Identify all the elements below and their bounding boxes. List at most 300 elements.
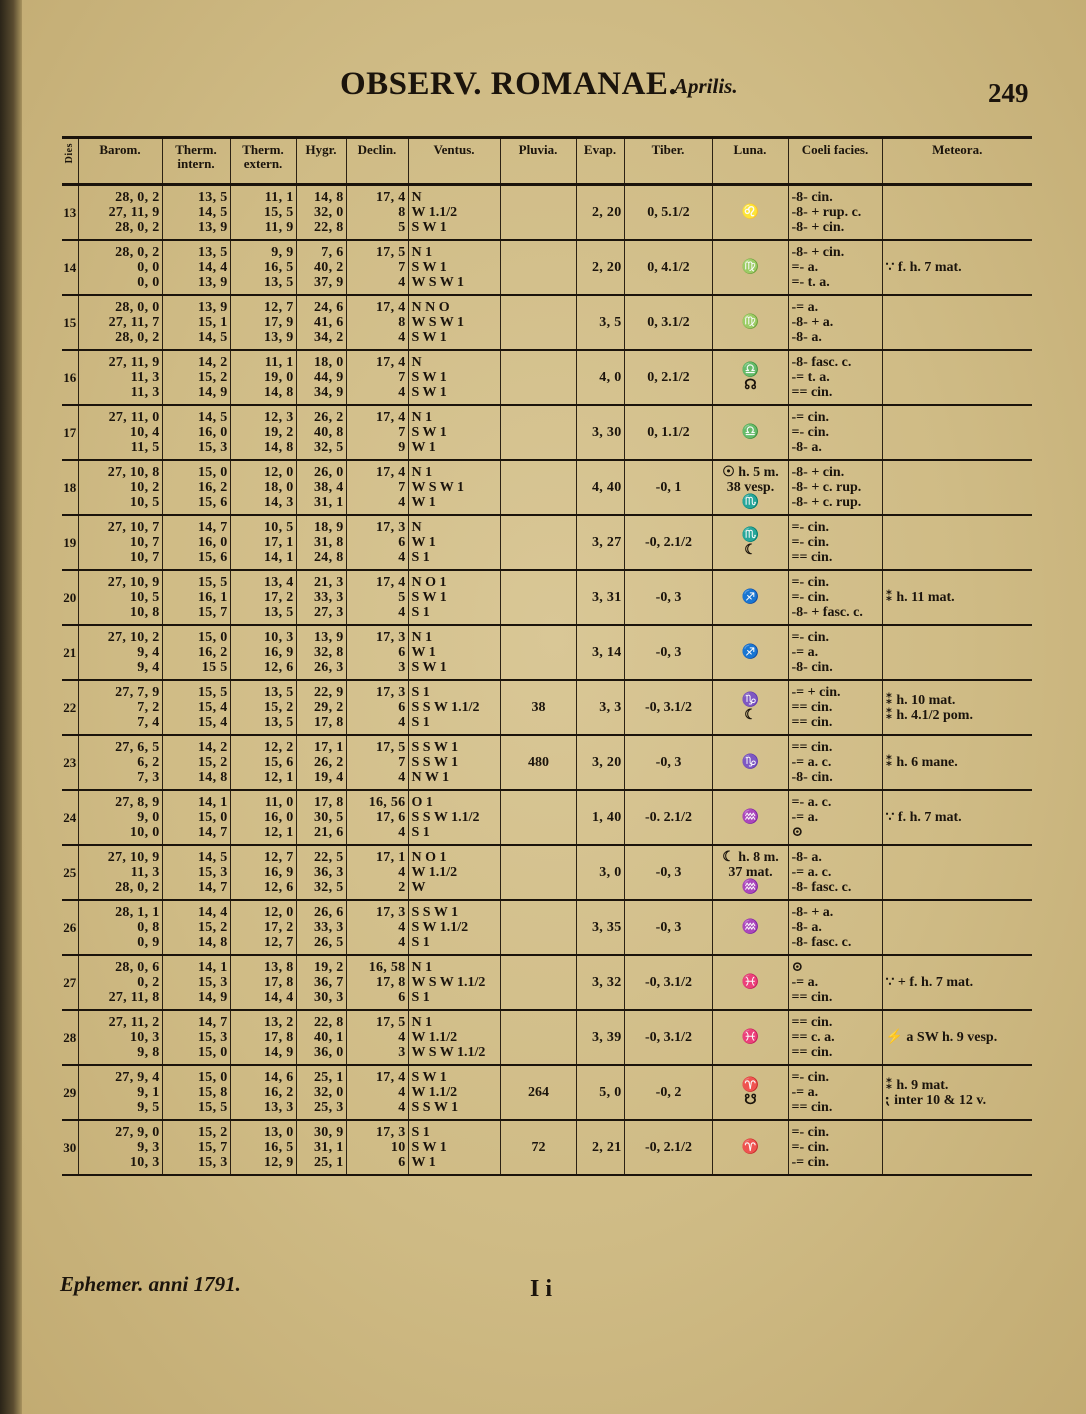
- table-row: [62, 570, 1032, 625]
- barom-cell: [78, 900, 162, 955]
- therm-intern-cell: [162, 185, 230, 241]
- tiber-cell-line: -0, 3: [655, 865, 682, 880]
- table-row: [62, 1120, 1032, 1175]
- meteora-cell-line: [886, 535, 1031, 550]
- barom-cell-line: 10, 3: [130, 1030, 160, 1045]
- hygr-cell-line: 25, 3: [314, 1100, 344, 1115]
- day-cell-line: 28: [63, 1030, 77, 1045]
- therm-intern-cell-line: 14, 1: [198, 960, 228, 975]
- tiber-cell: [624, 735, 712, 790]
- column-header-dies: [62, 138, 78, 185]
- hygr-cell-line: 36, 7: [314, 975, 344, 990]
- luna-cell: [712, 295, 788, 350]
- ventus-cell-line: N 1: [411, 410, 433, 425]
- declin-cell-line: 16, 56: [368, 795, 406, 810]
- therm-extern-cell-line: 14, 1: [264, 550, 294, 565]
- declin-cell-line: 10: [390, 1140, 406, 1155]
- evap-cell-line: 3, 27: [592, 535, 622, 550]
- therm-extern-cell-line: 13, 9: [264, 330, 294, 345]
- evap-cell-line: 3, 3: [599, 700, 622, 715]
- meteora-cell-line: ⁑ h. 6 mane.: [885, 755, 958, 770]
- declin-cell-line: 17, 4: [376, 410, 406, 425]
- hygr-cell-line: 32, 8: [314, 645, 344, 660]
- luna-cell-line: ♏: [741, 495, 760, 510]
- therm-extern-cell: [230, 570, 296, 625]
- ventus-cell-line: S 1: [411, 990, 430, 1005]
- therm-extern-cell-line: 12, 7: [264, 935, 294, 950]
- ventus-cell-line: O 1: [411, 795, 433, 810]
- ventus-cell-line: N 1: [411, 465, 433, 480]
- therm-extern-cell-line: 16, 0: [264, 810, 294, 825]
- declin-cell-line: 4: [398, 865, 406, 880]
- column-header-ventus: Ventus.: [408, 138, 500, 185]
- hygr-cell: [296, 1120, 346, 1175]
- therm-intern-cell-line: 13, 9: [198, 275, 228, 290]
- table-row: [62, 680, 1032, 735]
- declin-cell-line: 17, 4: [376, 355, 406, 370]
- barom-cell: [78, 625, 162, 680]
- barom-cell: [78, 515, 162, 570]
- declin-cell-line: 3: [398, 660, 406, 675]
- therm-intern-cell-line: 15, 0: [198, 810, 228, 825]
- coeli-facies-cell: [788, 625, 882, 680]
- coeli-facies-cell-line: -= t. a.: [791, 370, 830, 385]
- coeli-facies-cell-line: -8- + a.: [791, 905, 834, 920]
- therm-extern-cell-line: 14, 8: [264, 440, 294, 455]
- ventus-cell: [408, 625, 500, 680]
- barom-cell-line: 10, 8: [130, 605, 160, 620]
- coeli-facies-cell-line: -= a.: [791, 975, 819, 990]
- declin-cell-line: 4: [398, 275, 406, 290]
- column-header-dies-label: Dies: [64, 143, 75, 164]
- evap-cell-line: 3, 20: [592, 755, 622, 770]
- coeli-facies-cell-line: -= a.: [791, 300, 819, 315]
- hygr-cell: [296, 295, 346, 350]
- coeli-facies-cell: [788, 405, 882, 460]
- pluvia-cell-line: [504, 535, 574, 550]
- barom-cell-line: 28, 0, 2: [115, 190, 160, 205]
- evap-cell-line: 3, 5: [599, 315, 622, 330]
- ventus-cell-line: S 1: [411, 1125, 430, 1140]
- ventus-cell-line: S W 1: [411, 1070, 447, 1085]
- meteora-cell-line: ∵ + f. h. 7 mat.: [885, 975, 974, 990]
- therm-intern-cell-line: 13, 9: [198, 300, 228, 315]
- pluvia-cell: [500, 955, 576, 1010]
- hygr-cell-line: 36, 0: [314, 1045, 344, 1060]
- declin-cell: [346, 790, 408, 845]
- coeli-facies-cell-line: -8- cin.: [791, 190, 833, 205]
- meteora-cell-line: [886, 425, 1031, 440]
- coeli-facies-cell-line: -= + cin.: [791, 685, 841, 700]
- coeli-facies-cell-line: -= cin.: [791, 410, 830, 425]
- day-cell-line: 15: [63, 315, 77, 330]
- meteora-cell-line: ⁑ h. 11 mat.: [885, 590, 955, 605]
- ventus-cell-line: N: [411, 190, 422, 205]
- ventus-cell-line: S W 1: [411, 220, 447, 235]
- pluvia-cell: [500, 350, 576, 405]
- tiber-cell: [624, 1065, 712, 1120]
- therm-intern-cell: [162, 515, 230, 570]
- therm-extern-cell-line: 16, 9: [264, 645, 294, 660]
- hygr-cell: [296, 350, 346, 405]
- luna-cell-line: ♍: [741, 315, 760, 330]
- coeli-facies-cell-line: -8- a.: [791, 920, 822, 935]
- therm-extern-cell-line: 19, 0: [264, 370, 294, 385]
- therm-extern-cell-line: 16, 9: [264, 865, 294, 880]
- therm-extern-cell: [230, 680, 296, 735]
- hygr-cell-line: 25, 1: [314, 1070, 344, 1085]
- day-cell: [62, 515, 78, 570]
- day-cell-line: 16: [63, 370, 77, 385]
- barom-cell-line: 27, 11, 0: [108, 410, 160, 425]
- hygr-cell: [296, 735, 346, 790]
- barom-cell-line: 0, 2: [137, 975, 160, 990]
- therm-extern-cell-line: 12, 3: [264, 410, 294, 425]
- hygr-cell-line: 21, 3: [314, 575, 344, 590]
- table-row: [62, 185, 1032, 241]
- coeli-facies-cell-line: -8- a.: [791, 440, 822, 455]
- coeli-facies-cell-line: -= a.: [791, 645, 819, 660]
- coeli-facies-cell-line: -= a. c.: [791, 755, 832, 770]
- ventus-cell: [408, 1065, 500, 1120]
- hygr-cell-line: 26, 0: [314, 465, 344, 480]
- meteora-cell-line: [886, 315, 1031, 330]
- therm-extern-cell-line: 15, 2: [264, 700, 294, 715]
- therm-extern-cell: [230, 625, 296, 680]
- therm-intern-cell-line: 16, 2: [198, 480, 228, 495]
- evap-cell-line: 3, 14: [592, 645, 622, 660]
- evap-cell: [576, 185, 624, 241]
- meteora-cell: [882, 900, 1032, 955]
- barom-cell-line: 11, 3: [130, 865, 160, 880]
- day-cell: [62, 1010, 78, 1065]
- declin-cell-line: 17, 3: [376, 905, 406, 920]
- pluvia-cell-line: [504, 260, 574, 275]
- pluvia-cell: [500, 570, 576, 625]
- therm-extern-cell-line: 10, 3: [264, 630, 294, 645]
- tiber-cell: [624, 790, 712, 845]
- ventus-cell-line: S W 1: [411, 330, 447, 345]
- pluvia-cell: [500, 1120, 576, 1175]
- meteora-cell: [882, 955, 1032, 1010]
- hygr-cell-line: 37, 9: [314, 275, 344, 290]
- declin-cell: [346, 900, 408, 955]
- hygr-cell-line: 17, 8: [314, 715, 344, 730]
- meteora-cell-line: [886, 865, 1031, 880]
- tiber-cell: [624, 185, 712, 241]
- declin-cell: [346, 350, 408, 405]
- declin-cell-line: 17, 3: [376, 630, 406, 645]
- declin-cell-line: 4: [398, 550, 406, 565]
- evap-cell: [576, 240, 624, 295]
- evap-cell-line: 1, 40: [592, 810, 622, 825]
- declin-cell-line: 16, 58: [368, 960, 406, 975]
- table-header-row: [62, 138, 1032, 185]
- tiber-cell-line: -0, 3.1/2: [644, 1030, 693, 1045]
- coeli-facies-cell: [788, 240, 882, 295]
- hygr-cell-line: 30, 3: [314, 990, 344, 1005]
- hygr-cell-line: 27, 3: [314, 605, 344, 620]
- ventus-cell-line: W 1.1/2: [411, 865, 458, 880]
- therm-extern-cell-line: 13, 5: [264, 685, 294, 700]
- ventus-cell-line: W 1: [411, 645, 436, 660]
- tiber-cell-line: -0, 2.1/2: [644, 535, 693, 550]
- ventus-cell: [408, 295, 500, 350]
- evap-cell-line: 3, 35: [592, 920, 622, 935]
- ventus-cell-line: S S W 1: [411, 905, 459, 920]
- declin-cell: [346, 240, 408, 295]
- hygr-cell-line: 30, 9: [314, 1125, 344, 1140]
- declin-cell: [346, 735, 408, 790]
- evap-cell-line: 3, 30: [592, 425, 622, 440]
- barom-cell-line: 28, 0, 2: [115, 220, 160, 235]
- day-cell-line: 14: [63, 260, 77, 275]
- day-cell-line: 23: [63, 755, 77, 770]
- tiber-cell-line: -0, 1: [655, 480, 682, 495]
- therm-extern-cell-line: 13, 0: [264, 1125, 294, 1140]
- coeli-facies-cell-line: -8- + cin.: [791, 245, 845, 260]
- coeli-facies-cell: [788, 680, 882, 735]
- hygr-cell-line: 34, 9: [314, 385, 344, 400]
- therm-intern-cell-line: 14, 2: [198, 740, 228, 755]
- luna-cell-line: ♒: [741, 810, 760, 825]
- hygr-cell-line: 32, 5: [314, 880, 344, 895]
- pluvia-cell: [500, 295, 576, 350]
- therm-intern-cell: [162, 790, 230, 845]
- pluvia-cell: [500, 1010, 576, 1065]
- pluvia-cell-line: 72: [531, 1140, 546, 1155]
- therm-extern-cell-line: 13, 4: [264, 575, 294, 590]
- hygr-cell-line: 34, 2: [314, 330, 344, 345]
- hygr-cell-line: 41, 6: [314, 315, 344, 330]
- meteora-cell-line: [886, 1140, 1031, 1155]
- meteora-cell-line: [886, 920, 1031, 935]
- hygr-cell-line: 21, 6: [314, 825, 344, 840]
- day-cell: [62, 295, 78, 350]
- table-row: [62, 790, 1032, 845]
- meteora-cell: [882, 845, 1032, 900]
- coeli-facies-cell-line: -8- + rup. c.: [791, 205, 862, 220]
- barom-cell-line: 27, 11, 8: [108, 990, 160, 1005]
- coeli-facies-cell-line: ⊙: [791, 960, 804, 975]
- therm-intern-cell-line: 15, 3: [198, 865, 228, 880]
- coeli-facies-cell-line: =- t. a.: [791, 275, 830, 290]
- therm-intern-cell-line: 15, 4: [198, 700, 228, 715]
- tiber-cell-line: -0, 3: [655, 920, 682, 935]
- table-row: [62, 735, 1032, 790]
- therm-intern-cell-line: 14, 1: [198, 795, 228, 810]
- coeli-facies-cell-line: == cin.: [791, 385, 833, 400]
- declin-cell-line: 17, 1: [376, 850, 406, 865]
- therm-intern-cell: [162, 900, 230, 955]
- barom-cell-line: 27, 6, 5: [115, 740, 160, 755]
- therm-intern-cell-line: 14, 8: [198, 935, 228, 950]
- coeli-facies-cell-line: =- cin.: [791, 535, 830, 550]
- therm-intern-cell-line: 15, 2: [198, 920, 228, 935]
- evap-cell: [576, 1065, 624, 1120]
- therm-extern-cell-line: 14, 4: [264, 990, 294, 1005]
- coeli-facies-cell: [788, 1120, 882, 1175]
- pluvia-cell-line: [504, 205, 574, 220]
- declin-cell-line: 6: [398, 535, 406, 550]
- luna-cell: [712, 845, 788, 900]
- evap-cell: [576, 405, 624, 460]
- therm-extern-cell: [230, 185, 296, 241]
- ventus-cell-line: N: [411, 520, 422, 535]
- day-cell-line: 20: [63, 590, 77, 605]
- pluvia-cell: [500, 680, 576, 735]
- therm-intern-cell-line: 15, 0: [198, 630, 228, 645]
- coeli-facies-cell: [788, 350, 882, 405]
- therm-extern-cell-line: 18, 0: [264, 480, 294, 495]
- luna-cell-line: ☋: [744, 1092, 757, 1108]
- coeli-facies-cell-line: == cin.: [791, 715, 833, 730]
- ventus-cell-line: N 1: [411, 245, 433, 260]
- coeli-facies-cell: [788, 295, 882, 350]
- tiber-cell-line: 0, 4.1/2: [647, 260, 690, 275]
- evap-cell: [576, 515, 624, 570]
- coeli-facies-cell-line: =- cin.: [791, 425, 830, 440]
- declin-cell-line: 4: [398, 715, 406, 730]
- hygr-cell-line: 40, 1: [314, 1030, 344, 1045]
- declin-cell-line: 4: [398, 770, 406, 785]
- hygr-cell: [296, 240, 346, 295]
- hygr-cell-line: 40, 8: [314, 425, 344, 440]
- therm-extern-cell-line: 17, 8: [264, 1030, 294, 1045]
- hygr-cell-line: 32, 0: [314, 205, 344, 220]
- barom-cell: [78, 680, 162, 735]
- therm-extern-cell-line: 9, 9: [271, 245, 294, 260]
- table-row: [62, 240, 1032, 295]
- pluvia-cell-line: 38: [531, 700, 546, 715]
- barom-cell-line: 27, 11, 7: [108, 315, 160, 330]
- barom-cell-line: 9, 4: [137, 660, 160, 675]
- therm-extern-cell-line: 12, 1: [264, 770, 294, 785]
- coeli-facies-cell-line: -8- fasc. c.: [791, 880, 852, 895]
- ventus-cell-line: W 1: [411, 440, 436, 455]
- luna-cell-line: ☾ h. 8 m.: [722, 850, 779, 865]
- meteora-cell-line: ⁑ h. 9 mat.: [885, 1077, 949, 1093]
- barom-cell-line: 0, 0: [137, 275, 160, 290]
- therm-extern-cell-line: 13, 2: [264, 1015, 294, 1030]
- declin-cell: [346, 1120, 408, 1175]
- evap-cell: [576, 1010, 624, 1065]
- meteora-cell-line: ⁑ h. 10 mat.: [885, 692, 956, 708]
- meteora-cell: [882, 460, 1032, 515]
- therm-extern-cell-line: 11, 1: [264, 190, 294, 205]
- therm-extern-cell-line: 13, 8: [264, 960, 294, 975]
- declin-cell-line: 17, 4: [376, 575, 406, 590]
- hygr-cell-line: 26, 2: [314, 410, 344, 425]
- ventus-cell-line: S 1: [411, 825, 430, 840]
- therm-intern-cell-line: 15, 4: [198, 715, 228, 730]
- day-cell: [62, 625, 78, 680]
- coeli-facies-cell-line: -8- fasc. c.: [791, 355, 852, 370]
- declin-cell-line: 6: [398, 645, 406, 660]
- declin-cell: [346, 625, 408, 680]
- coeli-facies-cell-line: == cin.: [791, 1015, 833, 1030]
- barom-cell: [78, 845, 162, 900]
- therm-extern-cell: [230, 955, 296, 1010]
- ventus-cell-line: W S W 1: [411, 275, 465, 290]
- luna-cell-line: ♐: [741, 645, 760, 660]
- hygr-cell-line: 13, 9: [314, 630, 344, 645]
- coeli-facies-cell-line: -8- cin.: [791, 770, 833, 785]
- hygr-cell: [296, 680, 346, 735]
- pluvia-cell-line: [504, 645, 574, 660]
- tiber-cell-line: 0, 5.1/2: [647, 205, 690, 220]
- evap-cell: [576, 295, 624, 350]
- hygr-cell: [296, 185, 346, 241]
- barom-cell: [78, 185, 162, 241]
- therm-intern-cell-line: 15 5: [201, 660, 228, 675]
- barom-cell: [78, 790, 162, 845]
- luna-cell-line: ☉ h. 5 m.: [722, 465, 779, 480]
- barom-cell-line: 10, 7: [130, 550, 160, 565]
- day-cell: [62, 240, 78, 295]
- coeli-facies-cell-line: =- cin.: [791, 590, 830, 605]
- declin-cell-line: 17, 4: [376, 1070, 406, 1085]
- pluvia-cell: [500, 240, 576, 295]
- therm-intern-cell: [162, 295, 230, 350]
- luna-cell: [712, 515, 788, 570]
- meteora-cell: [882, 680, 1032, 735]
- hygr-cell-line: 33, 3: [314, 590, 344, 605]
- hygr-cell-line: 18, 0: [314, 355, 344, 370]
- therm-intern-cell-line: 16, 2: [198, 645, 228, 660]
- tiber-cell: [624, 460, 712, 515]
- declin-cell-line: 6: [398, 1155, 406, 1170]
- therm-extern-cell-line: 14, 6: [264, 1070, 294, 1085]
- barom-cell-line: 27, 7, 9: [115, 685, 160, 700]
- ventus-cell: [408, 515, 500, 570]
- therm-extern-cell: [230, 460, 296, 515]
- luna-cell-line: ♒: [741, 880, 760, 895]
- luna-cell-line: ♎: [741, 425, 760, 440]
- meteora-cell: [882, 625, 1032, 680]
- therm-extern-cell-line: 15, 5: [264, 205, 294, 220]
- therm-extern-cell-line: 13, 5: [264, 605, 294, 620]
- pluvia-cell: [500, 845, 576, 900]
- table-row: [62, 900, 1032, 955]
- barom-cell-line: 11, 3: [130, 370, 160, 385]
- ventus-cell-line: S 1: [411, 715, 430, 730]
- barom-cell: [78, 1010, 162, 1065]
- therm-intern-cell-line: 15, 2: [198, 755, 228, 770]
- therm-extern-cell-line: 12, 7: [264, 300, 294, 315]
- tiber-cell-line: -0, 3.1/2: [644, 975, 693, 990]
- hygr-cell-line: 22, 5: [314, 850, 344, 865]
- table-row: [62, 955, 1032, 1010]
- barom-cell-line: 27, 10, 9: [107, 575, 160, 590]
- ventus-cell-line: W 1.1/2: [411, 1085, 458, 1100]
- evap-cell: [576, 350, 624, 405]
- hygr-cell-line: 18, 9: [314, 520, 344, 535]
- meteora-cell: [882, 1120, 1032, 1175]
- declin-cell-line: 17, 4: [376, 465, 406, 480]
- barom-cell-line: 9, 1: [137, 1085, 160, 1100]
- hygr-cell: [296, 515, 346, 570]
- hygr-cell-line: 33, 3: [314, 920, 344, 935]
- coeli-facies-cell: [788, 570, 882, 625]
- barom-cell-line: 28, 1, 1: [115, 905, 160, 920]
- hygr-cell-line: 14, 8: [314, 190, 344, 205]
- therm-intern-cell: [162, 1120, 230, 1175]
- footer-signature-mark: I i: [530, 1276, 553, 1302]
- declin-cell-line: 6: [398, 700, 406, 715]
- evap-cell-line: 4, 0: [599, 370, 622, 385]
- coeli-facies-cell-line: -8- + cin.: [791, 465, 845, 480]
